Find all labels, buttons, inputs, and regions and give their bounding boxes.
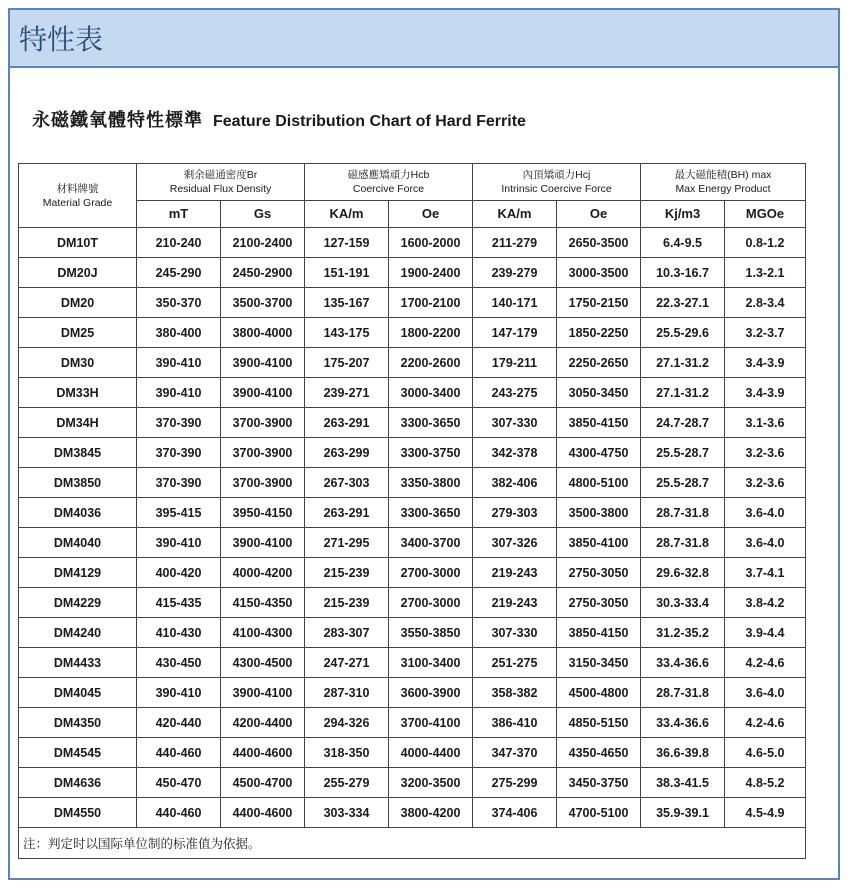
value-cell: 3900-4100 — [221, 528, 305, 558]
table-heading — [32, 106, 526, 132]
value-cell: 1900-2400 — [389, 258, 473, 288]
value-cell: 4.2-4.6 — [725, 648, 806, 678]
value-cell: 30.3-33.4 — [641, 588, 725, 618]
heading-english: Feature Distribution Chart of Hard Ferrite — [213, 113, 526, 130]
table-row — [19, 588, 806, 618]
ferrite-characteristics-table — [18, 163, 806, 859]
value-cell: 2100-2400 — [221, 228, 305, 258]
value-cell: 4400-4600 — [221, 798, 305, 828]
value-cell: 342-378 — [473, 438, 557, 468]
value-cell: 3800-4200 — [389, 798, 473, 828]
table-row — [19, 798, 806, 828]
value-cell: 370-390 — [137, 438, 221, 468]
value-cell: 382-406 — [473, 468, 557, 498]
table-row — [19, 228, 806, 258]
value-cell: 27.1-31.2 — [641, 378, 725, 408]
table-row — [19, 438, 806, 468]
value-cell: 3700-3900 — [221, 468, 305, 498]
value-cell: 3400-3700 — [389, 528, 473, 558]
grade-cell: DM4550 — [19, 798, 137, 828]
value-cell: 318-350 — [305, 738, 389, 768]
group-header-cn: 最大磁能積(BH) max — [674, 169, 772, 181]
unit-header: Kj/m3 — [641, 201, 725, 228]
table-row — [19, 408, 806, 438]
value-cell: 3.2-3.6 — [725, 468, 806, 498]
value-cell: 410-430 — [137, 618, 221, 648]
table-row — [19, 348, 806, 378]
value-cell: 307-326 — [473, 528, 557, 558]
value-cell: 4.6-5.0 — [725, 738, 806, 768]
value-cell: 390-410 — [137, 348, 221, 378]
value-cell: 3900-4100 — [221, 678, 305, 708]
value-cell: 4150-4350 — [221, 588, 305, 618]
unit-header-row — [19, 201, 806, 228]
grade-cell: DM4040 — [19, 528, 137, 558]
grade-cell: DM3845 — [19, 438, 137, 468]
group-header-en: Max Energy Product — [675, 183, 771, 195]
value-cell: 255-279 — [305, 768, 389, 798]
value-cell: 4000-4400 — [389, 738, 473, 768]
value-cell: 370-390 — [137, 468, 221, 498]
grade-cell: DM4433 — [19, 648, 137, 678]
value-cell: 430-450 — [137, 648, 221, 678]
grade-cell: DM4129 — [19, 558, 137, 588]
value-cell: 3200-3500 — [389, 768, 473, 798]
grade-cell: DM4045 — [19, 678, 137, 708]
value-cell: 4.2-4.6 — [725, 708, 806, 738]
value-cell: 211-279 — [473, 228, 557, 258]
value-cell: 3300-3650 — [389, 408, 473, 438]
value-cell: 33.4-36.6 — [641, 648, 725, 678]
group-header-cn: 磁感應矯頑力Hcb — [347, 169, 430, 181]
value-cell: 3500-3800 — [557, 498, 641, 528]
value-cell: 303-334 — [305, 798, 389, 828]
value-cell: 374-406 — [473, 798, 557, 828]
value-cell: 35.9-39.1 — [641, 798, 725, 828]
grade-cell: DM4350 — [19, 708, 137, 738]
value-cell: 4800-5100 — [557, 468, 641, 498]
value-cell: 28.7-31.8 — [641, 498, 725, 528]
value-cell: 1750-2150 — [557, 288, 641, 318]
group-header-en: Intrinsic Coercive Force — [501, 183, 612, 195]
value-cell: 215-239 — [305, 558, 389, 588]
value-cell: 1600-2000 — [389, 228, 473, 258]
value-cell: 27.1-31.2 — [641, 348, 725, 378]
unit-header: KA/m — [305, 201, 389, 228]
table-row — [19, 498, 806, 528]
value-cell: 390-410 — [137, 378, 221, 408]
value-cell: 29.6-32.8 — [641, 558, 725, 588]
value-cell: 358-382 — [473, 678, 557, 708]
value-cell: 275-299 — [473, 768, 557, 798]
group-header-cn: 剩余磁通密度Br — [183, 169, 258, 181]
value-cell: 31.2-35.2 — [641, 618, 725, 648]
value-cell: 1700-2100 — [389, 288, 473, 318]
value-cell: 215-239 — [305, 588, 389, 618]
value-cell: 263-291 — [305, 408, 389, 438]
value-cell: 3.9-4.4 — [725, 618, 806, 648]
value-cell: 3.4-3.9 — [725, 378, 806, 408]
grade-cell: DM3850 — [19, 468, 137, 498]
value-cell: 1800-2200 — [389, 318, 473, 348]
grade-cell: DM4229 — [19, 588, 137, 618]
value-cell: 450-470 — [137, 768, 221, 798]
value-cell: 22.3-27.1 — [641, 288, 725, 318]
value-cell: 3.1-3.6 — [725, 408, 806, 438]
value-cell: 175-207 — [305, 348, 389, 378]
value-cell: 3700-3900 — [221, 408, 305, 438]
value-cell: 390-410 — [137, 528, 221, 558]
value-cell: 4300-4750 — [557, 438, 641, 468]
value-cell: 10.3-16.7 — [641, 258, 725, 288]
value-cell: 210-240 — [137, 228, 221, 258]
table-row — [19, 618, 806, 648]
value-cell: 4850-5150 — [557, 708, 641, 738]
value-cell: 3950-4150 — [221, 498, 305, 528]
value-cell: 267-303 — [305, 468, 389, 498]
value-cell: 279-303 — [473, 498, 557, 528]
grade-cell: DM4545 — [19, 738, 137, 768]
value-cell: 3.8-4.2 — [725, 588, 806, 618]
title-bar — [10, 10, 838, 68]
value-cell: 38.3-41.5 — [641, 768, 725, 798]
value-cell: 6.4-9.5 — [641, 228, 725, 258]
value-cell: 219-243 — [473, 588, 557, 618]
value-cell: 4500-4800 — [557, 678, 641, 708]
value-cell: 4.5-4.9 — [725, 798, 806, 828]
value-cell: 3850-4100 — [557, 528, 641, 558]
value-cell: 271-295 — [305, 528, 389, 558]
grade-cell: DM4240 — [19, 618, 137, 648]
value-cell: 25.5-28.7 — [641, 438, 725, 468]
value-cell: 245-290 — [137, 258, 221, 288]
value-cell: 143-175 — [305, 318, 389, 348]
value-cell: 3300-3650 — [389, 498, 473, 528]
value-cell: 287-310 — [305, 678, 389, 708]
value-cell: 4700-5100 — [557, 798, 641, 828]
value-cell: 3000-3400 — [389, 378, 473, 408]
value-cell: 4300-4500 — [221, 648, 305, 678]
value-cell: 127-159 — [305, 228, 389, 258]
group-header-en: Coercive Force — [352, 183, 425, 195]
table-row — [19, 648, 806, 678]
value-cell: 263-291 — [305, 498, 389, 528]
group-header-max-energy-product — [641, 164, 806, 201]
value-cell: 3.6-4.0 — [725, 528, 806, 558]
value-cell: 3.7-4.1 — [725, 558, 806, 588]
value-cell: 440-460 — [137, 798, 221, 828]
value-cell: 151-191 — [305, 258, 389, 288]
group-header-residual-flux — [137, 164, 305, 201]
grade-cell: DM4636 — [19, 768, 137, 798]
grade-cell: DM33H — [19, 378, 137, 408]
note-row — [19, 828, 806, 859]
unit-header: Gs — [221, 201, 305, 228]
value-cell: 4.8-5.2 — [725, 768, 806, 798]
value-cell: 2750-3050 — [557, 558, 641, 588]
value-cell: 25.5-28.7 — [641, 468, 725, 498]
grade-cell: DM10T — [19, 228, 137, 258]
grade-header — [19, 164, 137, 228]
value-cell: 0.8-1.2 — [725, 228, 806, 258]
grade-cell: DM4036 — [19, 498, 137, 528]
grade-cell: DM25 — [19, 318, 137, 348]
table-note: 注：判定时以国际单位制的标准值为依据。 — [19, 828, 806, 859]
value-cell: 350-370 — [137, 288, 221, 318]
group-header-cn: 內頂矯頑力Hcj — [522, 169, 591, 181]
value-cell: 2450-2900 — [221, 258, 305, 288]
value-cell: 3.2-3.7 — [725, 318, 806, 348]
value-cell: 283-307 — [305, 618, 389, 648]
value-cell: 3700-4100 — [389, 708, 473, 738]
table-row — [19, 678, 806, 708]
value-cell: 3700-3900 — [221, 438, 305, 468]
value-cell: 3300-3750 — [389, 438, 473, 468]
value-cell: 307-330 — [473, 618, 557, 648]
value-cell: 380-400 — [137, 318, 221, 348]
unit-header: KA/m — [473, 201, 557, 228]
group-header-intrinsic-coercive-force — [473, 164, 641, 201]
value-cell: 3.2-3.6 — [725, 438, 806, 468]
table-row — [19, 708, 806, 738]
value-cell: 219-243 — [473, 558, 557, 588]
value-cell: 239-271 — [305, 378, 389, 408]
table-row — [19, 738, 806, 768]
value-cell: 3.6-4.0 — [725, 678, 806, 708]
value-cell: 400-420 — [137, 558, 221, 588]
value-cell: 3850-4150 — [557, 618, 641, 648]
value-cell: 2700-3000 — [389, 558, 473, 588]
value-cell: 386-410 — [473, 708, 557, 738]
value-cell: 294-326 — [305, 708, 389, 738]
value-cell: 2.8-3.4 — [725, 288, 806, 318]
value-cell: 3550-3850 — [389, 618, 473, 648]
table-row — [19, 318, 806, 348]
group-header-coercive-force — [305, 164, 473, 201]
value-cell: 1850-2250 — [557, 318, 641, 348]
value-cell: 28.7-31.8 — [641, 528, 725, 558]
value-cell: 347-370 — [473, 738, 557, 768]
value-cell: 3150-3450 — [557, 648, 641, 678]
value-cell: 420-440 — [137, 708, 221, 738]
heading-chinese: 永磁鐵氧體特性標準 — [32, 110, 203, 131]
value-cell: 395-415 — [137, 498, 221, 528]
unit-header: Oe — [389, 201, 473, 228]
unit-header: MGOe — [725, 201, 806, 228]
value-cell: 4200-4400 — [221, 708, 305, 738]
group-header-row — [19, 164, 806, 201]
value-cell: 3350-3800 — [389, 468, 473, 498]
grade-cell: DM34H — [19, 408, 137, 438]
value-cell: 25.5-29.6 — [641, 318, 725, 348]
value-cell: 440-460 — [137, 738, 221, 768]
value-cell: 140-171 — [473, 288, 557, 318]
value-cell: 243-275 — [473, 378, 557, 408]
value-cell: 263-299 — [305, 438, 389, 468]
value-cell: 3.4-3.9 — [725, 348, 806, 378]
value-cell: 2750-3050 — [557, 588, 641, 618]
grade-header-cn: 材料牌號 — [56, 182, 99, 195]
value-cell: 3050-3450 — [557, 378, 641, 408]
table-row — [19, 558, 806, 588]
value-cell: 3850-4150 — [557, 408, 641, 438]
value-cell: 4500-4700 — [221, 768, 305, 798]
page-title: 特性表 — [19, 23, 104, 56]
value-cell: 415-435 — [137, 588, 221, 618]
value-cell: 147-179 — [473, 318, 557, 348]
value-cell: 3900-4100 — [221, 348, 305, 378]
table-row — [19, 768, 806, 798]
value-cell: 28.7-31.8 — [641, 678, 725, 708]
value-cell: 4400-4600 — [221, 738, 305, 768]
value-cell: 4350-4650 — [557, 738, 641, 768]
value-cell: 2200-2600 — [389, 348, 473, 378]
value-cell: 3450-3750 — [557, 768, 641, 798]
value-cell: 3500-3700 — [221, 288, 305, 318]
value-cell: 135-167 — [305, 288, 389, 318]
group-header-en: Residual Flux Density — [169, 183, 272, 195]
value-cell: 4100-4300 — [221, 618, 305, 648]
value-cell: 390-410 — [137, 678, 221, 708]
value-cell: 3900-4100 — [221, 378, 305, 408]
unit-header: Oe — [557, 201, 641, 228]
unit-header: mT — [137, 201, 221, 228]
value-cell: 307-330 — [473, 408, 557, 438]
grade-header-en: Material Grade — [42, 196, 113, 209]
value-cell: 370-390 — [137, 408, 221, 438]
grade-cell: DM20 — [19, 288, 137, 318]
value-cell: 3.6-4.0 — [725, 498, 806, 528]
table-row — [19, 528, 806, 558]
grade-cell: DM20J — [19, 258, 137, 288]
value-cell: 3000-3500 — [557, 258, 641, 288]
grade-cell: DM30 — [19, 348, 137, 378]
value-cell: 3800-4000 — [221, 318, 305, 348]
table-body — [19, 228, 806, 828]
value-cell: 2700-3000 — [389, 588, 473, 618]
value-cell: 3600-3900 — [389, 678, 473, 708]
table-row — [19, 378, 806, 408]
value-cell: 3100-3400 — [389, 648, 473, 678]
value-cell: 2650-3500 — [557, 228, 641, 258]
value-cell: 4000-4200 — [221, 558, 305, 588]
value-cell: 36.6-39.8 — [641, 738, 725, 768]
value-cell: 33.4-36.6 — [641, 708, 725, 738]
table-row — [19, 468, 806, 498]
value-cell: 24.7-28.7 — [641, 408, 725, 438]
value-cell: 1.3-2.1 — [725, 258, 806, 288]
table-row — [19, 258, 806, 288]
value-cell: 239-279 — [473, 258, 557, 288]
value-cell: 2250-2650 — [557, 348, 641, 378]
value-cell: 251-275 — [473, 648, 557, 678]
value-cell: 179-211 — [473, 348, 557, 378]
value-cell: 247-271 — [305, 648, 389, 678]
table-row — [19, 288, 806, 318]
